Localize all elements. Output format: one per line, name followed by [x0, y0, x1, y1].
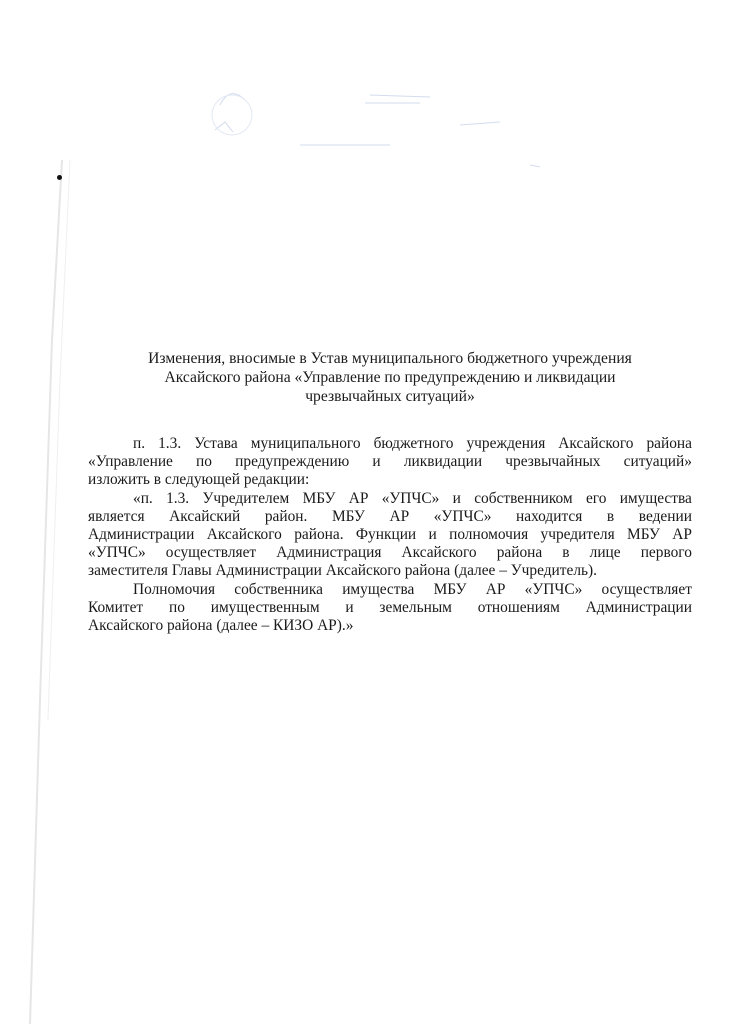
text-line [88, 599, 692, 617]
word: земельным [379, 598, 452, 616]
word: района [496, 544, 543, 562]
punch-dot [57, 175, 62, 180]
word: АР [485, 580, 506, 598]
title-line: чрезвычайных ситуаций» [305, 388, 475, 405]
word: МБУ [433, 580, 467, 598]
word: «УПЧС» [524, 580, 583, 598]
paragraph-1 [88, 435, 692, 490]
word: Аксайского [558, 435, 634, 452]
text-line [88, 453, 692, 471]
word: и [452, 489, 461, 507]
text-line [88, 544, 692, 562]
word: чрезвычайных [505, 453, 601, 471]
word: Учредителем [202, 489, 290, 507]
paragraph-3 [88, 581, 692, 636]
word: предупреждению [235, 453, 350, 471]
word: 1.3. [158, 435, 182, 452]
word: в [606, 507, 615, 525]
word: учредителя [540, 525, 615, 543]
word: район. [264, 507, 308, 525]
word: его [585, 489, 607, 507]
word: находится [516, 507, 583, 525]
word: Комитет [88, 598, 144, 616]
paragraph-2 [88, 490, 692, 581]
word: Устава [194, 435, 238, 452]
word: МБУ [302, 489, 336, 507]
word: «УПЧС» [381, 489, 440, 507]
word: и [428, 525, 437, 543]
word: АР [348, 489, 369, 507]
word: бюджетного [373, 435, 454, 452]
word: «УПЧС» [88, 544, 146, 562]
word: района [646, 435, 692, 452]
word: ведении [638, 507, 692, 525]
title-line: Аксайского района «Управление по предупреждению и ликвидации [164, 369, 616, 386]
word: и [345, 598, 354, 616]
word: полномочия [449, 525, 529, 543]
word: ликвидации [403, 453, 483, 471]
title-line: Изменения, вносимые в Устав муниципального бюджетного учреждения [148, 350, 632, 367]
word: по [196, 453, 212, 471]
word: района. [294, 525, 344, 543]
word: является [88, 507, 145, 525]
word: в [562, 544, 570, 562]
word: ситуаций» [623, 453, 692, 471]
word: осуществляет [165, 544, 257, 562]
word: п. [133, 435, 146, 452]
word: АР [672, 525, 692, 543]
word: по [168, 598, 185, 616]
word: АР [389, 507, 410, 525]
word: и [372, 453, 381, 471]
word: «Управление [88, 453, 173, 471]
text-line [88, 490, 692, 508]
word: учреждения [466, 435, 546, 452]
word: 1.3. [166, 489, 190, 507]
word: Аксайского [401, 544, 477, 562]
word: «п. [133, 489, 153, 507]
word: имущества [619, 489, 692, 507]
word: МБУ [331, 507, 365, 525]
word: лице [589, 544, 621, 562]
word: первого [640, 544, 692, 562]
document-body [88, 435, 692, 635]
text-line: Аксайского района (далее – КИЗО АР).» [88, 616, 354, 634]
word: Функции [355, 525, 417, 543]
word: собственника [234, 580, 323, 598]
word: Аксайского [206, 525, 282, 543]
text-line [88, 526, 692, 544]
text-line: изложить в следующей редакции: [88, 471, 310, 489]
word: МБУ [627, 525, 660, 543]
document-title [110, 349, 670, 406]
text-line [88, 435, 692, 453]
word: собственником [474, 489, 573, 507]
word: муниципального [250, 435, 361, 452]
word: отношениям [477, 598, 560, 616]
word: имущества [342, 580, 415, 598]
word: Администрации [585, 598, 692, 616]
text-line [88, 581, 692, 599]
word: Полномочия [133, 580, 216, 598]
word: «УПЧС» [433, 507, 492, 525]
word: Администрация [276, 544, 382, 562]
text-line: заместителя Главы Администрации Аксайского района (далее – Учредитель). [88, 562, 598, 580]
word: Администрации [88, 525, 195, 543]
word: Аксайский [169, 507, 241, 525]
text-line [88, 508, 692, 526]
faint-stamp-marks [200, 55, 600, 195]
word: осуществляет [601, 580, 692, 598]
word: имущественным [210, 598, 320, 616]
